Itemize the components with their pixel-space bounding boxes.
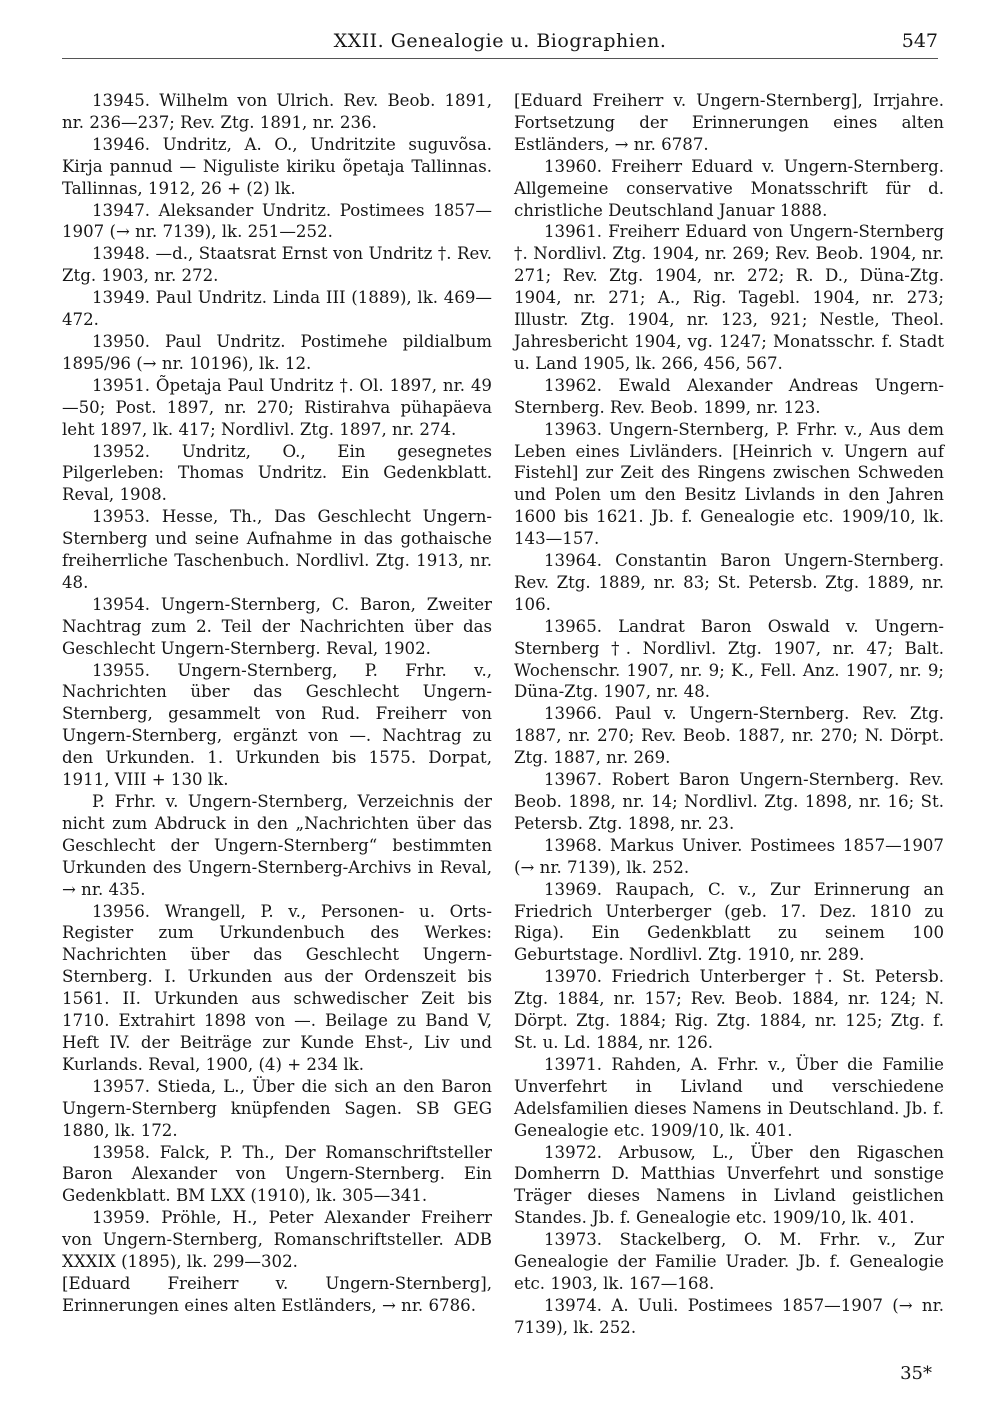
bibliography-entry: 13965. Landrat Baron Oswald v. Ungern-Sternberg †. Nordlivl. Ztg. 1907, nr. 47; Balt. Wochenschr. 1907, nr. 9; K., Fell. Anz. 1907, nr. 9; Düna-Ztg. 1907, nr. 48. [514,616,944,702]
bibliography-entry: [Eduard Freiherr v. Ungern-Sternberg], Erinnerungen eines alten Estländers, → nr. 6786. [62,1273,492,1315]
bibliography-entry: 13948. —d., Staatsrat Ernst von Undritz †. Rev. Ztg. 1903, nr. 272. [62,244,492,286]
header-rule [62,58,938,59]
bibliography-entry: 13945. Wilhelm von Ulrich. Rev. Beob. 1891, nr. 236—237; Rev. Ztg. 1891, nr. 236. [62,91,492,132]
right-column [514,90,944,1339]
bibliography-entry: 13968. Markus Univer. Postimees 1857—1907 (→ nr. 7139), lk. 252. [514,835,944,877]
bibliography-entry: P. Frhr. v. Ungern-Sternberg, Verzeichnis der nicht zum Abdruck in den „Nachrichten über das Geschlecht der Ungern-Sternberg“ bestimmten Urkunden des Ungern-Sternberg-Archivs in Reval, → nr. 435. [62,792,492,899]
bibliography-entry: 13957. Stieda, L., Über die sich an den Baron Ungern-Sternberg knüpfenden Sagen. SB GEG 1880, lk. 172. [62,1076,492,1140]
bibliography-entry: 13951. Õpetaja Paul Undritz †. Ol. 1897, nr. 49—50; Post. 1897, nr. 270; Ristirahva pühapäeva leht 1897, lk. 417; Nordlivl. Ztg. 1897, nr. 274. [62,375,492,439]
bibliography-entry: 13973. Stackelberg, O. M. Frhr. v., Zur Genealogie der Familie Urader. Jb. f. Genealogie etc. 1903, lk. 167—168. [514,1230,944,1293]
bibliography-entry: 13959. Pröhle, H., Peter Alexander Freiherr von Ungern-Sternberg, Romanschriftsteller. ADB XXXIX (1895), lk. 299—302. [62,1208,492,1272]
bibliography-entry: 13967. Robert Baron Ungern-Sternberg. Rev. Beob. 1898, nr. 14; Nordlivl. Ztg. 1898, nr. 16; St. Petersb. Ztg. 1898, nr. 23. [514,770,944,833]
bibliography-entry: 13974. A. Uuli. Postimees 1857—1907 (→ nr. 7139), lk. 252. [514,1295,944,1337]
bibliography-entry: 13961. Freiherr Eduard von Ungern-Sternberg †. Nordlivl. Ztg. 1904, nr. 269; Rev. Beob. 1904, nr. 271; Rev. Ztg. 1904, nr. 272; R. D., Düna-Ztg. 1904, nr. 271; A., Rig. Tagebl. 1904, nr. 273; Illustr. Ztg. 1904, nr. 123, 921; Nestle, Theol. Jahresbericht 1904, vg. 1247; Monatsschr. f. Stadt u. Land 1905, lk. 266, 456, 567. [514,222,944,373]
bibliography-entry: 13966. Paul v. Ungern-Sternberg. Rev. Ztg. 1887, nr. 270; Rev. Beob. 1887, nr. 270; N. Dörpt. Ztg. 1887, nr. 269. [514,704,944,768]
bibliography-entry: 13971. Rahden, A. Frhr. v., Über die Familie Unverfehrt in Livland und verschiedene Adelsfamilien dieses Namens in Deutschland. Jb. f. Genealogie etc. 1909/10, lk. 401. [514,1054,944,1140]
bibliography-entry: 13970. Friedrich Unterberger †. St. Petersb. Ztg. 1884, nr. 157; Rev. Beob. 1884, nr. 124; N. Dörpt. Ztg. 1884; Rig. Ztg. 1884, nr. 125; Ztg. f. St. u. Ld. 1884, nr. 126. [514,967,944,1052]
bibliography-entry: 13962. Ewald Alexander Andreas Ungern-Sternberg. Rev. Beob. 1899, nr. 123. [514,375,944,417]
signature-mark: 35* [900,1363,932,1384]
bibliography-entry: 13960. Freiherr Eduard v. Ungern-Sternberg. Allgemeine conservative Monatsschrift für d. christliche Deutschland Januar 1888. [514,156,944,220]
bibliography-entry: 13952. Undritz, O., Ein gesegnetes Pilgerleben: Thomas Undritz. Ein Gedenkblatt. Reval, 1908. [62,441,492,505]
bibliography-entry: 13955. Ungern-Sternberg, P. Frhr. v., Nachrichten über das Geschlecht Ungern-Sternberg, gesammelt von Rud. Freiherr von Ungern-Sternberg, ergänzt von —. Nachtrag zu den Urkunden. 1. Urkunden bis 1575. Dorpat, 1911, VIII + 130 lk. [62,660,492,790]
bibliography-entry: 13947. Aleksander Undritz. Postimees 1857—1907 (→ nr. 7139), lk. 251—252. [62,200,492,242]
bibliography-entry: 13953. Hesse, Th., Das Geschlecht Ungern-Sternberg und seine Aufnahme in das gothaische freiherrliche Taschenbuch. Nordlivl. Ztg. 1913, nr. 48. [62,507,492,592]
bibliography-entry: 13949. Paul Undritz. Linda III (1889), lk. 469—472. [62,288,492,330]
bibliography-entry: 13958. Falck, P. Th., Der Romanschriftsteller Baron Alexander von Ungern-Sternberg. Ein Gedenkblatt. BM LXX (1910), lk. 305—341. [62,1142,492,1206]
bibliography-entry: 13969. Raupach, C. v., Zur Erinnerung an Friedrich Unterberger (geb. 17. Dez. 1810 zu Riga). Ein Gedenkblatt zu seinem 100 Geburtstage. Nordlivl. Ztg. 1910, nr. 289. [514,879,944,965]
page-number: 547 [901,30,938,52]
bibliography-entry: 13950. Paul Undritz. Postimehe pildialbum 1895/96 (→ nr. 10196), lk. 12. [62,331,492,373]
bibliography-entry: [Eduard Freiherr v. Ungern-Sternberg], Irrjahre. Fortsetzung der Erinnerungen eines alten Estländers, → nr. 6787. [514,91,944,154]
section-title: XXII. Genealogie u. Biographien. [333,30,667,52]
bibliography-entry: 13946. Undritz, A. O., Undritzite suguvõsa. Kirja pannud — Niguliste kiriku õpetaja Tallinnas. Tallinnas, 1912, 26 + (2) lk. [62,134,492,198]
bibliography-entry: 13964. Constantin Baron Ungern-Sternberg. Rev. Ztg. 1889, nr. 83; St. Petersb. Ztg. 1889, nr. 106. [514,551,944,614]
bibliography-entry: 13956. Wrangell, P. v., Personen- u. Orts-Register zum Urkundenbuch des Werkes: Nachrichten über das Geschlecht Ungern-Sternberg. I. Urkunden aus der Ordenszeit bis 1561. II. Urkunden aus schwedischer Zeit bis 1710. Extrahirt 1898 von —. Beilage zu Band V, Heft IV. der Beiträge zur Kunde Ehst-, Liv und Kurlands. Reval, 1900, (4) + 234 lk. [62,901,492,1074]
left-column [62,90,492,1317]
bibliography-entry: 13954. Ungern-Sternberg, C. Baron, Zweiter Nachtrag zum 2. Teil der Nachrichten über das Geschlecht Ungern-Sternberg. Reval, 1902. [62,594,492,658]
running-header [60,30,940,60]
bibliography-entry: 13972. Arbusow, L., Über den Rigaschen Domherrn D. Matthias Unverfehrt und sonstige Träger dieses Namens in Livland geistlichen Standes. Jb. f. Genealogie etc. 1909/10, lk. 401. [514,1142,944,1228]
bibliography-entry: 13963. Ungern-Sternberg, P. Frhr. v., Aus dem Leben eines Livländers. [Heinrich v. Ungern auf Fistehl] zur Zeit des Ringens zwischen Schweden und Polen um den Besitz Livlands in den Jahren 1600 bis 1621. Jb. f. Genealogie etc. 1909/10, lk. 143—157. [514,419,944,549]
